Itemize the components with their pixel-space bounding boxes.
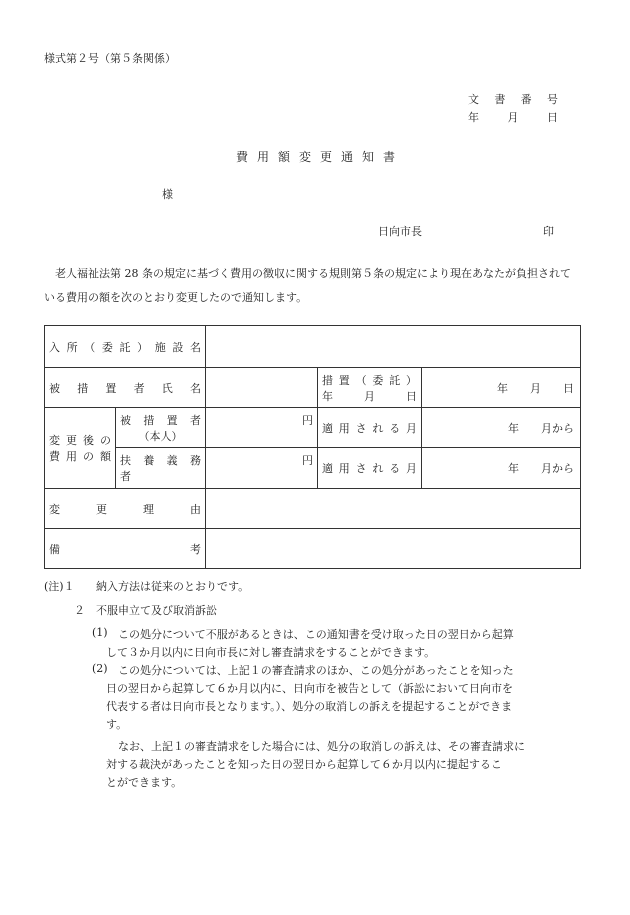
changed-fee-label [45, 408, 116, 489]
para-3-line-1: なお、上記１の審査請求をした場合には、処分の取消しの訴えは、その審査請求に [118, 740, 525, 753]
supporter-label-line1: 扶養義務 [120, 454, 201, 467]
table-row-person [45, 368, 581, 408]
page-title: 費用額変更通知書 [236, 150, 405, 164]
reason-label: 変更理由 [45, 489, 206, 529]
facility-label: 入所（委託）施設名 [45, 326, 206, 368]
person-name-label: 被措置者氏名 [45, 368, 206, 408]
table-row-self [45, 408, 581, 448]
supporter-applied-month-label: 適用される月 [318, 448, 422, 489]
table-row-facility [45, 326, 581, 368]
self-fee-yen[interactable]: 円 [206, 408, 318, 448]
self-label [116, 408, 206, 448]
para-1-mark: (1) [92, 626, 108, 639]
supporter-applied-month-value[interactable]: 年 月から [422, 448, 581, 489]
measure-date-label-line1: 措置（委託） [322, 373, 417, 387]
note-2-text: 不服申立て及び取消訴訟 [96, 604, 217, 617]
table-row-remarks [45, 529, 581, 569]
table-row-supporter [45, 448, 581, 489]
para-2-line-1: この処分については、上記１の審査請求のほか、この処分があったことを知った [118, 664, 514, 677]
note-1-mark: (注)１ [44, 580, 75, 593]
para-2-line-3: 代表する者は日向市長となります。）、処分の取消しの訴えを提起することができま [106, 700, 513, 713]
para-2-mark: (2) [92, 662, 108, 675]
self-applied-month-value[interactable]: 年 月から [422, 408, 581, 448]
fee-change-table [44, 325, 581, 569]
para-2-line-4: す。 [106, 718, 128, 731]
para-1-line-1: この処分について不服があるときは、この通知書を受け取った日の翌日から起算 [118, 628, 514, 641]
reason-value[interactable] [206, 489, 581, 529]
self-label-line2: （本人） [138, 429, 183, 443]
supporter-label [116, 448, 206, 489]
table-row-reason [45, 489, 581, 529]
person-name-value[interactable] [206, 368, 318, 408]
measure-date-label [318, 368, 422, 408]
measure-date-label-line2: 年月日 [322, 389, 417, 403]
measure-date-value[interactable]: 年 月 日 [422, 368, 581, 408]
addressee-suffix: 様 [162, 188, 173, 201]
date-label: 年月日 [468, 111, 558, 124]
document-number-label: 文書番号 [468, 93, 558, 106]
facility-value[interactable] [206, 326, 581, 368]
remarks-label: 備考 [45, 529, 206, 569]
note-1-text: 納入方法は従来のとおりです。 [96, 580, 250, 593]
para-3-line-2: 対する裁決があったことを知った日の翌日から起算して６か月以内に提起するこ [106, 758, 502, 771]
self-applied-month-label: 適用される月 [318, 408, 422, 448]
para-1-line-2: して３か月以内に日向市長に対し審査請求をすることができます。 [106, 646, 436, 659]
body-paragraph: 老人福祉法第 28 条の規定に基づく費用の徴収に関する規則第５条の規定により現在あなたが負担されている費用の額を次のとおり変更したので通知します。 [44, 267, 571, 304]
para-2-line-2: 日の翌日から起算して６か月以内に、日向市を被告として（訴訟において日向市を [106, 682, 513, 695]
note-2-mark: ２ [74, 604, 85, 617]
issuer-name: 日向市長 [378, 225, 422, 238]
changed-fee-label-line2: 費用の額 [49, 450, 111, 463]
supporter-label-line2: 者 [120, 470, 131, 483]
para-3-line-3: とができます。 [106, 776, 183, 789]
changed-fee-label-line1: 変更後の [49, 434, 111, 447]
seal-mark: 印 [543, 225, 554, 238]
remarks-value[interactable] [206, 529, 581, 569]
self-label-line1: 被措置者 [120, 413, 201, 427]
form-identifier: 様式第２号（第５条関係） [44, 52, 176, 65]
supporter-fee-yen[interactable]: 円 [206, 448, 318, 489]
